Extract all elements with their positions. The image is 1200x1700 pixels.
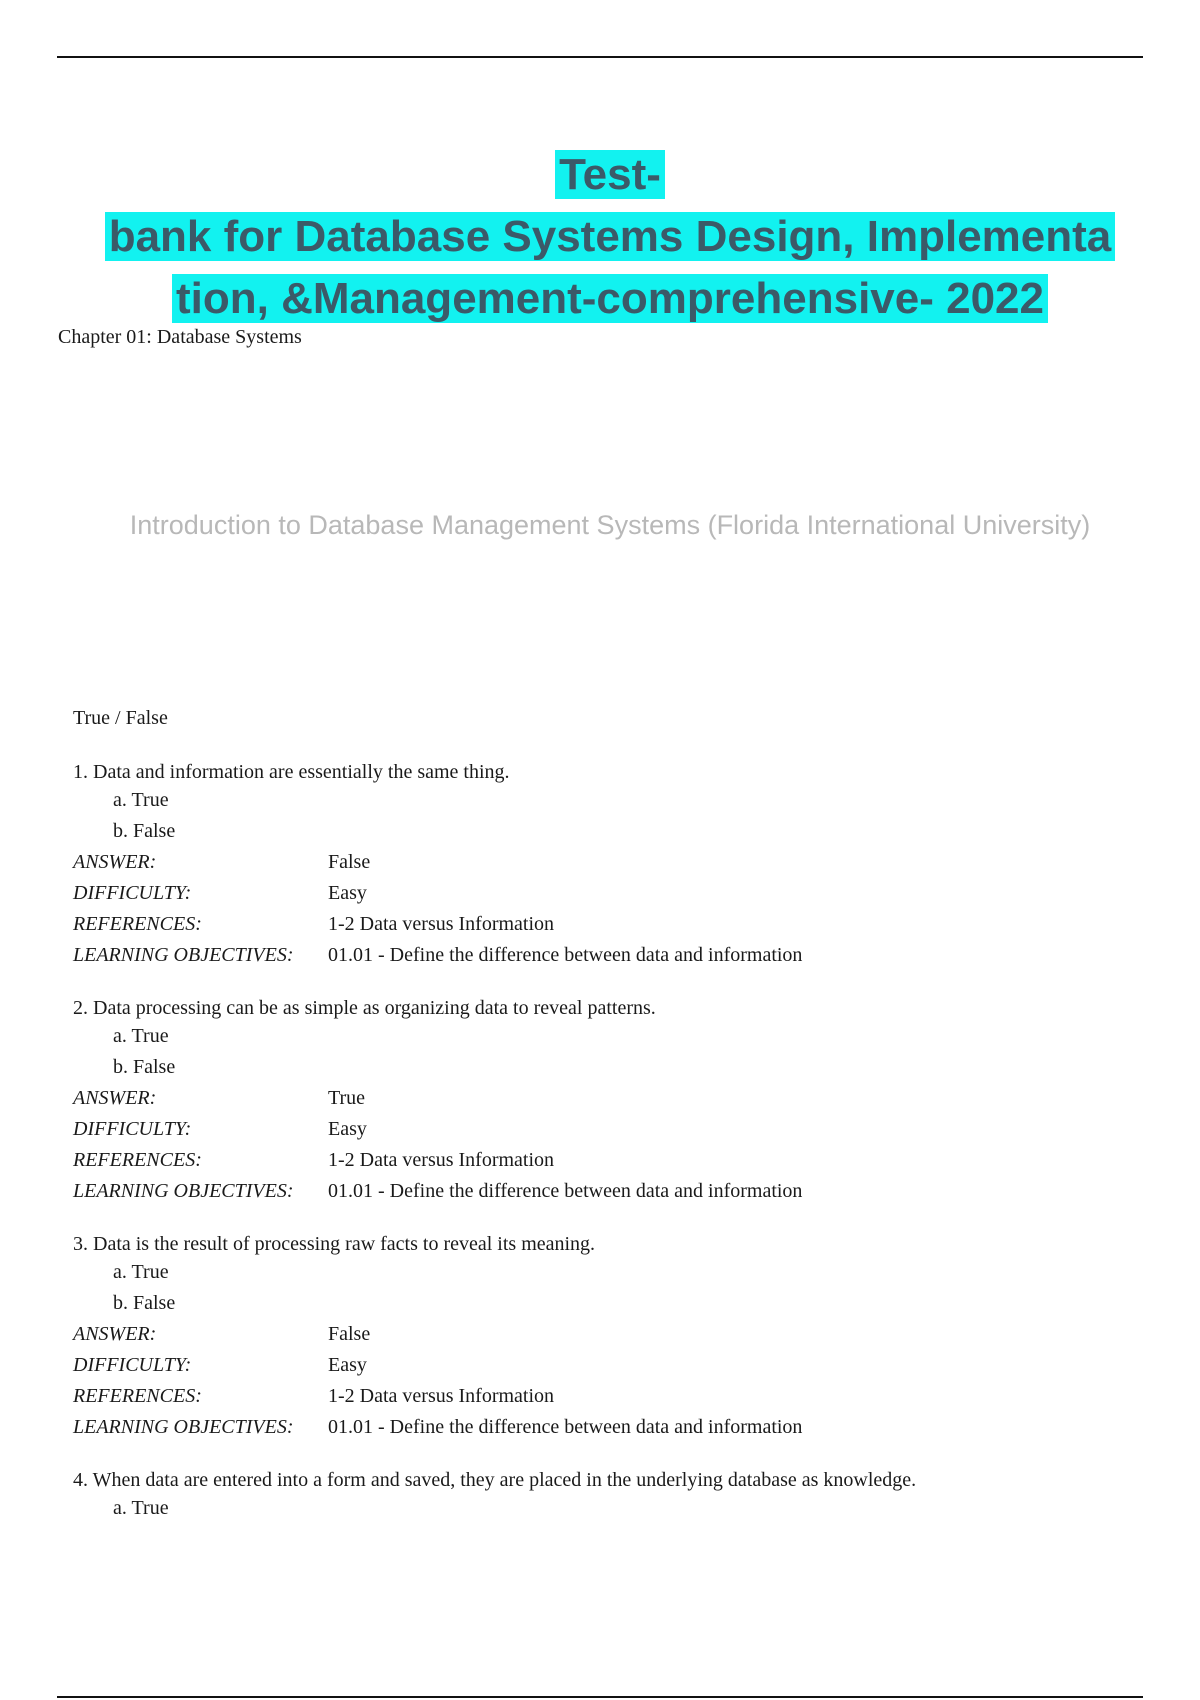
- difficulty-row: [73, 1350, 1133, 1381]
- references-label: REFERENCES:: [73, 913, 202, 935]
- answer-option: a. True: [113, 789, 169, 811]
- question-text: 4. When data are entered into a form and saved, they are placed in the underlying database as knowledge.: [73, 1469, 917, 1491]
- answer-value: False: [328, 851, 371, 873]
- title-line: [100, 268, 1120, 330]
- title-line-text: bank for Database Systems Design, Implementa: [105, 212, 1116, 261]
- answer-option: b. False: [113, 1056, 176, 1078]
- difficulty-value: Easy: [328, 1118, 367, 1140]
- objectives-value: 01.01 - Define the difference between data and information: [328, 1416, 803, 1438]
- answer-label: ANSWER:: [73, 851, 157, 873]
- answer-label: ANSWER:: [73, 1323, 157, 1345]
- objectives-row: [73, 940, 1133, 971]
- answer-label: ANSWER:: [73, 1087, 157, 1109]
- difficulty-label: DIFFICULTY:: [73, 1354, 192, 1376]
- references-label: REFERENCES:: [73, 1149, 202, 1171]
- answer-option: b. False: [113, 820, 176, 842]
- references-value: 1-2 Data versus Information: [328, 1385, 555, 1407]
- difficulty-label: DIFFICULTY:: [73, 882, 192, 904]
- title-line: [100, 206, 1120, 268]
- answer-option: b. False: [113, 1292, 176, 1314]
- title-line-text: Test-: [555, 150, 665, 199]
- chapter-heading: Chapter 01: Database Systems: [58, 326, 302, 348]
- objectives-label: LEARNING OBJECTIVES:: [73, 1180, 294, 1202]
- references-value: 1-2 Data versus Information: [328, 913, 555, 935]
- answer-value: False: [328, 1323, 371, 1345]
- course-watermark: Introduction to Database Management Systems (Florida International University): [129, 510, 1091, 540]
- question-item: [73, 995, 1133, 1207]
- question-list: [73, 706, 1133, 1548]
- references-row: [73, 1145, 1133, 1176]
- objectives-label: LEARNING OBJECTIVES:: [73, 944, 294, 966]
- answer-value: True: [328, 1087, 366, 1109]
- answer-option: a. True: [113, 1497, 169, 1519]
- references-value: 1-2 Data versus Information: [328, 1149, 555, 1171]
- section-title: True / False: [73, 707, 168, 729]
- question-text: 1. Data and information are essentially the same thing.: [73, 761, 510, 783]
- difficulty-value: Easy: [328, 1354, 367, 1376]
- document-title: [100, 144, 1120, 330]
- question-item: [73, 759, 1133, 971]
- objectives-value: 01.01 - Define the difference between data and information: [328, 944, 803, 966]
- references-label: REFERENCES:: [73, 1385, 202, 1407]
- question-item: [73, 1231, 1133, 1443]
- question-text: 3. Data is the result of processing raw facts to reveal its meaning.: [73, 1233, 596, 1255]
- answer-row: [73, 1319, 1133, 1350]
- objectives-value: 01.01 - Define the difference between data and information: [328, 1180, 803, 1202]
- answer-option: a. True: [113, 1025, 169, 1047]
- answer-row: [73, 847, 1133, 878]
- objectives-label: LEARNING OBJECTIVES:: [73, 1416, 294, 1438]
- difficulty-label: DIFFICULTY:: [73, 1118, 192, 1140]
- difficulty-value: Easy: [328, 882, 367, 904]
- answer-row: [73, 1083, 1133, 1114]
- question-text: 2. Data processing can be as simple as organizing data to reveal patterns.: [73, 997, 656, 1019]
- difficulty-row: [73, 878, 1133, 909]
- difficulty-row: [73, 1114, 1133, 1145]
- answer-option: a. True: [113, 1261, 169, 1283]
- objectives-row: [73, 1176, 1133, 1207]
- title-line: [100, 144, 1120, 206]
- objectives-row: [73, 1412, 1133, 1443]
- question-item: [73, 1467, 1133, 1524]
- bottom-rule: [57, 1696, 1143, 1698]
- references-row: [73, 909, 1133, 940]
- top-rule: [57, 56, 1143, 58]
- title-line-text: tion, &Management-comprehensive- 2022: [172, 274, 1048, 323]
- references-row: [73, 1381, 1133, 1412]
